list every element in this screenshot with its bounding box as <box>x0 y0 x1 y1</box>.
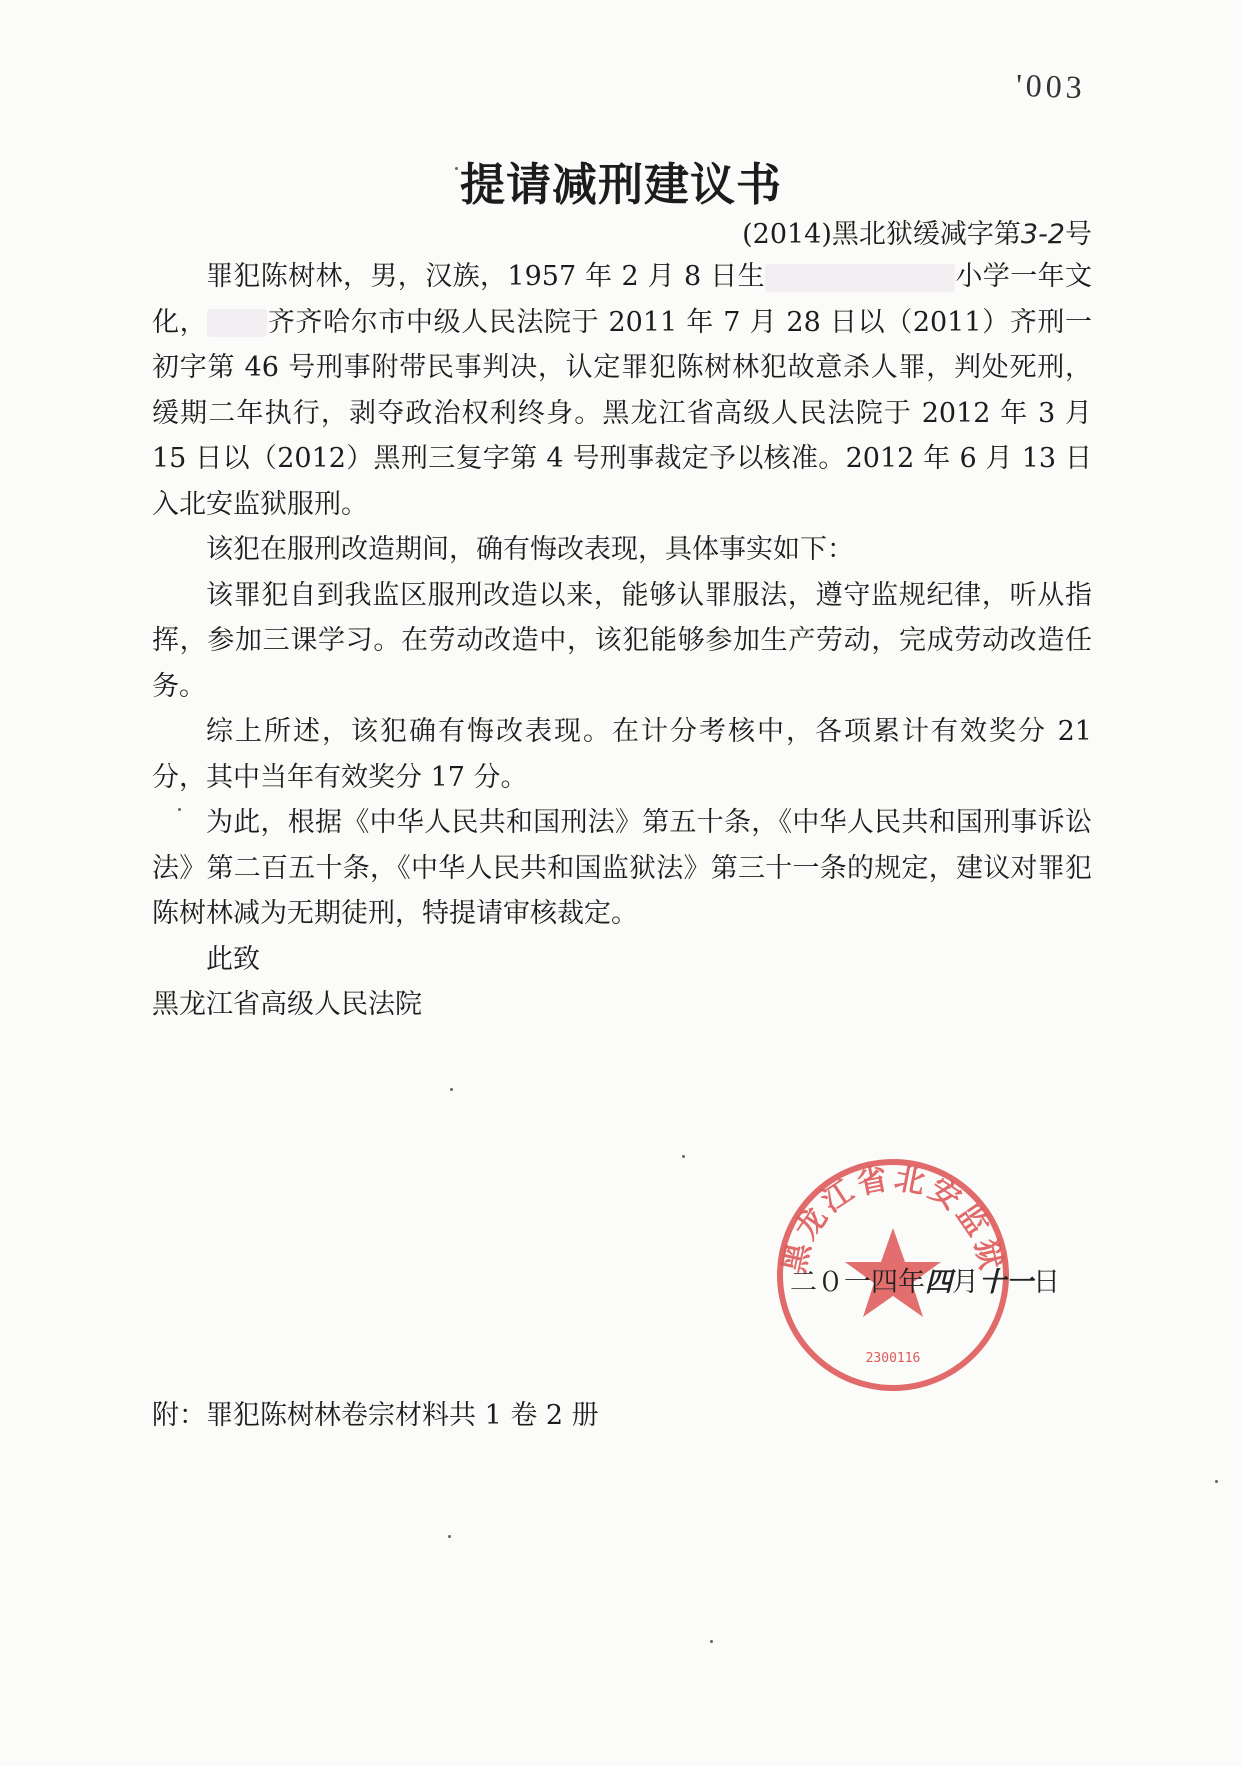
scan-speck <box>448 1535 451 1538</box>
seal-number: 2300116 <box>865 1351 921 1366</box>
paragraph-criminal-info <box>152 254 1092 527</box>
signature-date <box>790 1260 1060 1299</box>
scan-speck <box>682 1155 685 1158</box>
paragraph-summary: 综上所述，该犯确有悔改表现。在计分考核中，各项累计有效奖分 21 分，其中当年有效奖分 17 分。 <box>152 716 1092 793</box>
document-number-prefix: (2014)黑北狱缓减字第 <box>742 219 1021 250</box>
date-month-label: 月 <box>952 1267 979 1298</box>
seal-text: 黑龙江省北安监狱 <box>777 1161 1009 1277</box>
redaction-block <box>765 264 955 292</box>
salutation: 此致 <box>206 943 260 975</box>
date-day-handwritten: 十一 <box>979 1267 1033 1298</box>
paragraph-facts: 该罪犯自到我监区服刑改造以来，能够认罪服法，遵守监规纪律，听从指挥，参加三课学习。在劳动改造中，该犯能够参加生产劳动，完成劳动改造任务。 <box>152 579 1092 702</box>
paragraph-text: 罪犯陈树林，男，汉族，1957 年 2 月 8 日生 <box>206 261 765 292</box>
page-number: '003 <box>1015 66 1087 106</box>
document-number-handwritten: 3-2 <box>1020 219 1065 250</box>
document-number-suffix: 号 <box>1065 219 1092 250</box>
date-month-handwritten: 四 <box>925 1267 952 1298</box>
document-title: 提请减刑建议书 <box>459 158 782 211</box>
redaction-block <box>207 309 267 337</box>
paragraph-legal-basis: 为此，根据《中华人民共和国刑法》第五十条，《中华人民共和国刑事诉讼法》第二百五十条，《中华人民共和国监狱法》第三十一条的规定，建议对罪犯陈树林减为无期徒刑，特提请审核裁定。 <box>152 807 1092 929</box>
scan-speck <box>455 167 458 170</box>
scan-speck <box>1215 1480 1218 1483</box>
paragraph-text: 齐齐哈尔市中级人民法院于 2011 年 7 月 28 日以（2011）齐刑一初字第 46 号刑事附带民事判决，认定罪犯陈树林犯故意杀人罪，判处死刑，缓期二年执行，剥夺政治权利终身。黑龙江省高级人民法院于 2012 年 3 月 15 日以（2012）黑刑三复字第 4 号刑事裁定予以核准。2012 年 6 月 13 日入北安监狱服刑。 <box>152 306 1093 520</box>
document-body <box>152 254 1092 1028</box>
paragraph-intro: 该犯在服刑改造期间，确有悔改表现，具体事实如下： <box>206 534 854 565</box>
recipient: 黑龙江省高级人民法院 <box>152 989 422 1020</box>
scan-speck <box>178 808 181 811</box>
document-number <box>742 212 1092 251</box>
scan-speck <box>710 1640 713 1643</box>
date-year: 二０一四年 <box>790 1267 925 1298</box>
paragraph-text: 小学一年文化， <box>152 261 1093 338</box>
date-day-label: 日 <box>1033 1267 1060 1298</box>
scan-speck <box>450 1088 453 1091</box>
attachment-note: 附：罪犯陈树林卷宗材料共 1 卷 2 册 <box>152 1400 599 1431</box>
